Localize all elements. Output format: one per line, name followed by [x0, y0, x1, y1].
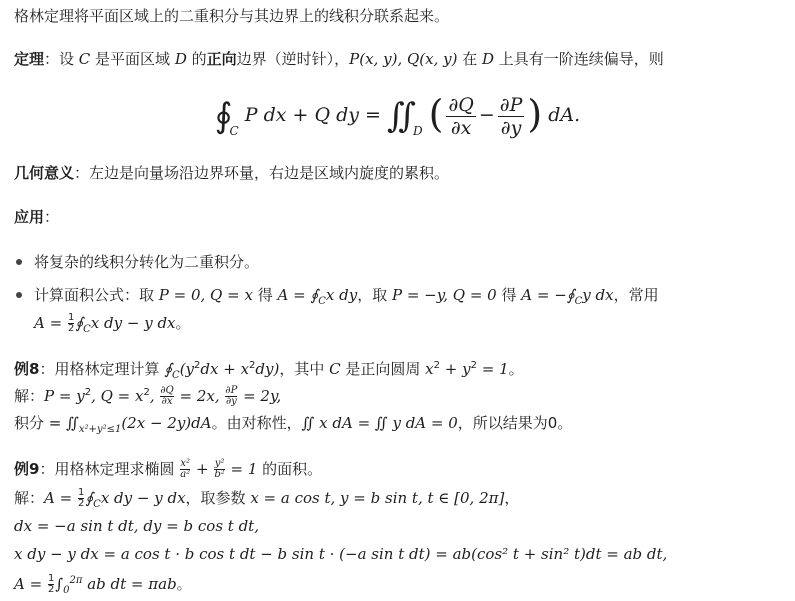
math-pq: P(x, y), Q(x, y): [349, 50, 458, 68]
frac-dq-dx-small: $\frac{\partial Q}{\partial x}$: [160, 385, 174, 407]
green-formula: [0, 86, 795, 142]
left-paren: (: [428, 92, 444, 136]
formula-rhs: dA.: [548, 104, 581, 126]
bullet-dot-2: [16, 292, 22, 298]
ex9-solution-2: dx = −a sin t dt, dy = b cos t dt,: [14, 517, 259, 535]
ex9-question: 例9：用格林定理求椭圆 $\frac{\text{x²}}{\text{a²}}$ + $\frac{\text{y²}}{\text{b²}}$ = 1 的面积。: [14, 458, 323, 480]
formula-sub-d: D: [412, 124, 423, 138]
app-label: 应用: [14, 208, 45, 226]
geom-label: 几何意义: [14, 164, 75, 182]
formula-sub-c: C: [229, 124, 239, 138]
frac-dp-dy: $\frac{\partial P}{\partial y}$: [499, 93, 523, 139]
bullet-dot-1: [16, 259, 22, 265]
theorem-text-5: 在: [457, 50, 482, 68]
geom-text: ：左边是向量场沿边界环量，右边是区域内旋度的累积。: [74, 164, 450, 182]
ex8-label: 例8: [14, 360, 40, 378]
math-d2: D: [482, 50, 495, 68]
theorem-label: 定理: [14, 50, 45, 68]
theorem-bold-direction: 正向: [206, 50, 237, 68]
ex9-label: 例9: [14, 460, 40, 478]
bullet-item-2: 计算面积公式：取 P = 0, Q = x 得 $A = ∮_Cx$ dy，取 P = −y, Q = 0 得 $A = -∮_Cy$ dx，常用: [34, 286, 659, 307]
frac-dq-dx: $\frac{\partial Q}{\partial x}$: [448, 93, 474, 139]
app-heading: [14, 207, 59, 227]
geom-line: [14, 163, 449, 183]
bullet-item-1: 将复杂的线积分转化为二重积分。: [34, 253, 260, 271]
ex8-solution-1: 解：$P = y^2$, $Q = x^2$, $\frac{\partial Q}{\partial x}$ = 2x, $\frac{\partial P}{\partial y}$ = 2y,: [14, 385, 282, 407]
theorem-text-4: 边界（逆时针），: [236, 50, 350, 68]
math-c: C: [78, 50, 91, 68]
frac-dp-dy-small: $\frac{\partial P}{\partial y}$: [225, 385, 238, 407]
formula-lhs: P dx + Q dy =: [244, 104, 381, 126]
theorem-text-1: ：设: [44, 50, 79, 68]
half-fraction: $\frac{1}{2}$: [67, 312, 75, 334]
theorem-text-2: 是平面区域: [90, 50, 175, 68]
frac-y2-b2: $\frac{\text{y²}}{\text{b²}}$: [214, 458, 225, 480]
ex8-solution-2: 积分 = $∬_{x^2+y^2\le 1}(2x - 2y)dA$。由对称性，∬ x dA = ∬ y dA = 0，所以结果为0。: [14, 414, 573, 435]
half-fraction-ex9: $\frac{1}{2}$: [77, 487, 85, 509]
theorem-text-6: 上具有一阶连续偏导，则: [494, 50, 664, 68]
ex9-solution-3: x dy − y dx = a cos t · b cos t dt − b sin t · (−a sin t dt) = ab(cos² t + sin² t)dt = ab dt,: [14, 545, 668, 563]
ex8-question: 例8：用格林定理计算 $∮_C(y^2dx + x^2dy)$，其中 C 是正向圆周 $x^2 + y^2 = 1$。: [14, 360, 524, 381]
half-fraction-ex9b: $\frac{1}{2}$: [47, 573, 55, 595]
ex9-solution-1: 解：A = $\frac{1}{2}$ $∮_Cx$ dy − y dx，取参数 x = a cos t, y = b sin t, t ∈ [0, 2π]，: [14, 487, 520, 510]
formula-minus: −: [478, 104, 495, 126]
math-d: D: [174, 50, 187, 68]
contour-integral-symbol: ∮: [214, 96, 233, 136]
ex9-solution-4: A = $\frac{1}{2}$ $\int_0^{2\pi}$ ab dt = πab。: [14, 573, 192, 596]
intro-text: 格林定理将平面区域上的二重积分与其边界上的线积分联系起来。: [14, 7, 450, 25]
frac-x2-a2: $\frac{\text{x²}}{\text{a²}}$: [180, 458, 191, 480]
app-colon: ：: [44, 208, 60, 226]
bullet-item-2-cont: A = $\frac{1}{2}$ $∮_Cx$ dy − y dx。: [34, 312, 191, 335]
theorem-text-3: 的: [186, 50, 207, 68]
double-integral-symbol: ∬: [386, 96, 416, 136]
theorem-line: [14, 49, 664, 69]
right-paren: ): [527, 92, 543, 136]
